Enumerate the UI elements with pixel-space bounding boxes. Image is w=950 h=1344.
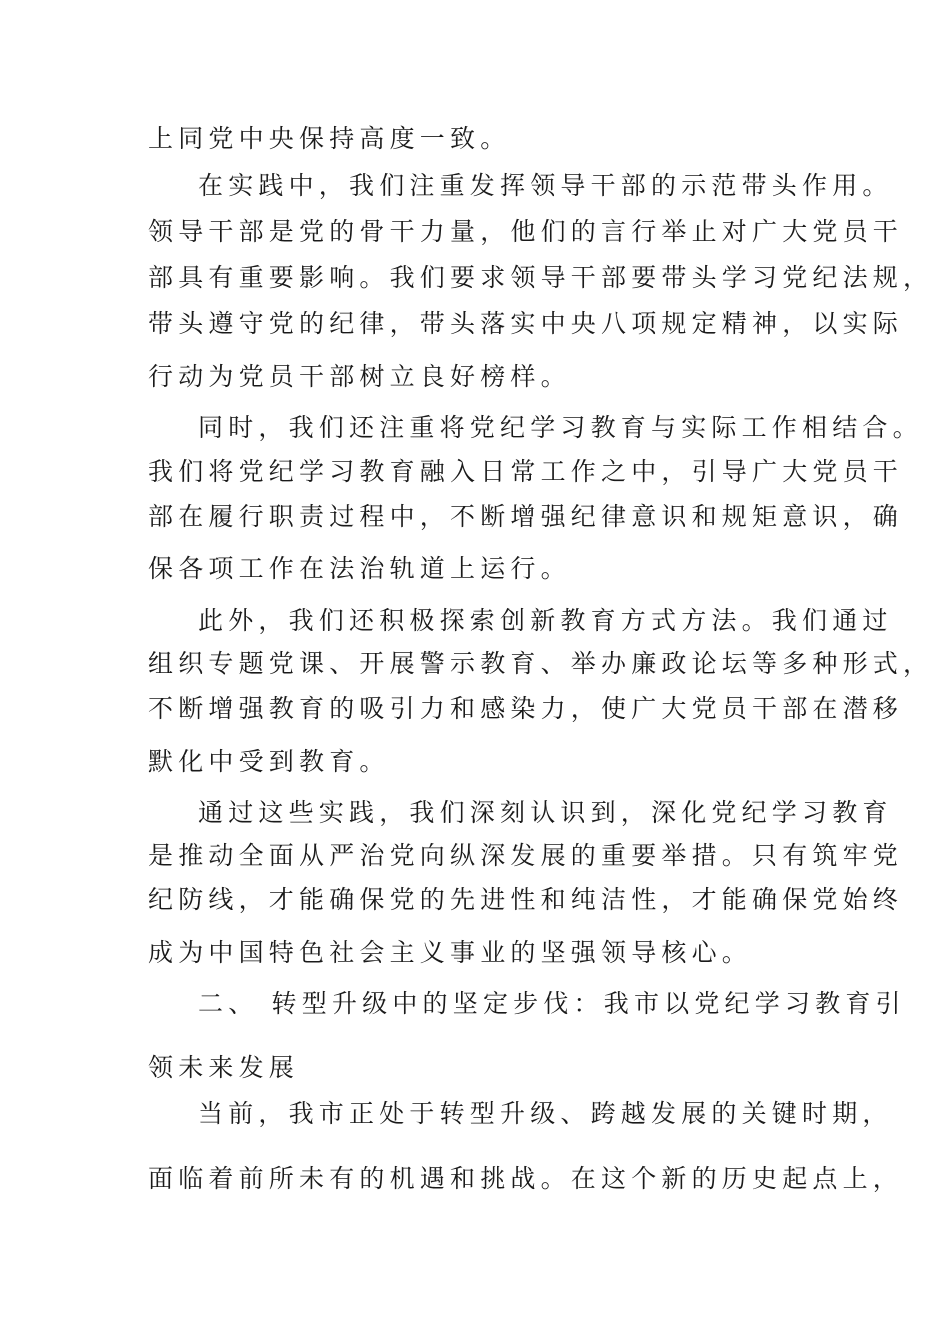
text-line: 组织专题党课、开展警示教育、举办廉政论坛等多种形式， — [148, 649, 934, 678]
text-line: 此外，我们还积极探索创新教育方式方法。我们通过 — [198, 606, 893, 635]
text-line: 领导干部是党的骨干力量，他们的言行举止对广大党员干 — [148, 217, 904, 246]
text-line: 在实践中，我们注重发挥领导干部的示范带头作用。 — [198, 171, 893, 200]
text-line: 成为中国特色社会主义事业的坚强领导核心。 — [148, 938, 753, 967]
text-line: 纪防线，才能确保党的先进性和纯洁性，才能确保党始终 — [148, 885, 904, 914]
text-line: 默化中受到教育。 — [148, 747, 390, 776]
text-line: 是推动全面从严治党向纵深发展的重要举措。只有筑牢党 — [148, 841, 904, 870]
section-heading: 二、 转型升级中的坚定步伐：我市以党纪学习教育引 — [198, 989, 906, 1018]
text-line: 通过这些实践，我们深刻认识到，深化党纪学习教育 — [198, 798, 893, 827]
text-line: 带头遵守党的纪律，带头落实中央八项规定精神，以实际 — [148, 309, 904, 338]
section-heading: 领未来发展 — [148, 1053, 300, 1082]
text-line: 部在履行职责过程中，不断增强纪律意识和规矩意识，确 — [148, 502, 904, 531]
text-line: 保各项工作在法治轨道上运行。 — [148, 554, 571, 583]
text-line: 同时，我们还注重将党纪学习教育与实际工作相结合。 — [198, 413, 923, 442]
text-line: 我们将党纪学习教育融入日常工作之中，引导广大党员干 — [148, 457, 904, 486]
text-line: 面临着前所未有的机遇和挑战。在这个新的历史起点上， — [148, 1164, 904, 1193]
text-line: 行动为党员干部树立良好榜样。 — [148, 362, 571, 391]
text-line: 当前，我市正处于转型升级、跨越发展的关键时期， — [198, 1099, 893, 1128]
text-line: 上同党中央保持高度一致。 — [148, 124, 511, 153]
text-line: 部具有重要影响。我们要求领导干部要带头学习党纪法规， — [148, 263, 934, 292]
text-line: 不断增强教育的吸引力和感染力，使广大党员干部在潜移 — [148, 694, 904, 723]
